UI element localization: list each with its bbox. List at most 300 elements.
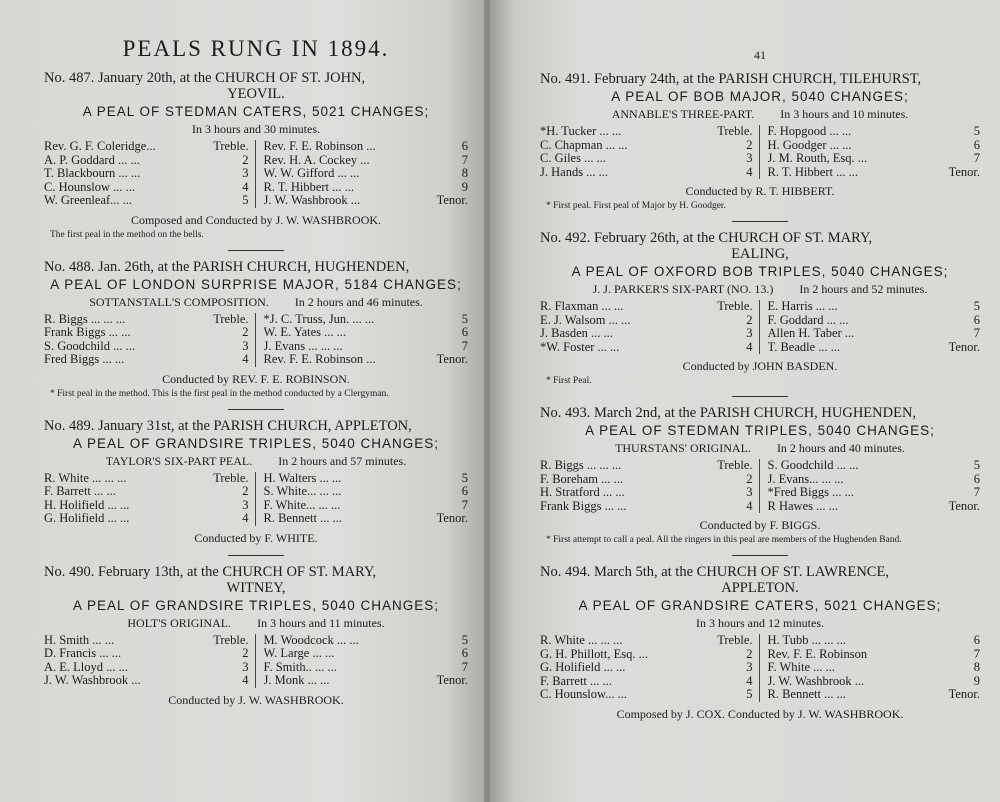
peal-entry xyxy=(540,564,980,722)
ringer-name: R. Bennett ... ... xyxy=(263,512,342,525)
peal-meta xyxy=(540,107,980,122)
ringer-row xyxy=(264,194,469,208)
ringer-row xyxy=(768,634,981,648)
ringers-left-column xyxy=(44,140,256,208)
ringer-row xyxy=(540,634,753,648)
ringer-row xyxy=(264,472,469,486)
ringer-row xyxy=(768,341,981,355)
bell-position: 6 xyxy=(973,633,980,647)
peal-entry xyxy=(44,70,468,241)
peal-heading-line: No. 492. February 26th, at the CHURCH OF ST. MARY, xyxy=(540,230,873,246)
ringers-left-column xyxy=(540,634,760,702)
ringer-row xyxy=(540,661,753,675)
ringer-name: R. White ... ... ... xyxy=(540,634,623,647)
peal-footnote: * First attempt to call a peal. All the ringers in this peal are members of the Hughenden Band. xyxy=(546,535,902,545)
right-page xyxy=(490,0,1000,802)
peal-heading xyxy=(540,405,980,421)
ringer-row xyxy=(768,688,981,702)
ringer-name: C. Hounslow ... ... xyxy=(44,180,135,194)
bell-position: 8 xyxy=(461,166,468,180)
peal-heading-line: No. 490. February 13th, at the CHURCH OF ST. MARY, xyxy=(44,563,377,580)
ringer-name: Rev. H. A. Cockey ... xyxy=(263,153,370,167)
peal-heading-line: No. 494. March 5th, at the CHURCH OF ST. LAWRENCE, xyxy=(540,564,889,580)
ringer-name: J. W. Washbrook ... xyxy=(44,674,141,687)
ringers-table xyxy=(540,634,980,702)
ringer-name: J. Evans... ... ... xyxy=(767,472,844,486)
ringer-row xyxy=(264,326,469,340)
ringers-table xyxy=(540,300,980,354)
peal-duration: In 2 hours and 46 minutes. xyxy=(294,294,423,309)
ringer-row xyxy=(768,661,981,675)
ringer-name: D. Francis ... ... xyxy=(44,647,122,660)
ringer-name: R. T. Hibbert ... ... xyxy=(767,165,859,179)
bell-position: 4 xyxy=(242,352,249,366)
ringers-right-column xyxy=(256,634,469,688)
peal-heading xyxy=(44,259,468,275)
bell-position: Treble. xyxy=(213,311,249,326)
ringer-name: Rev. F. E. Robinson ... xyxy=(263,353,376,366)
ringer-name: R. Biggs ... ... ... xyxy=(540,459,622,472)
ringer-row xyxy=(264,353,469,367)
peal-title: A PEAL OF STEDMAN CATERS, 5021 CHANGES; xyxy=(82,104,430,119)
ringer-row xyxy=(44,353,249,367)
ringer-row xyxy=(44,140,249,154)
ringer-row xyxy=(768,152,981,166)
ringer-row xyxy=(540,459,753,473)
section-divider xyxy=(228,555,284,556)
peal-composition: THURSTANS' ORIGINAL. xyxy=(615,441,751,455)
ringer-name: T. Blackbourn ... ... xyxy=(44,167,141,180)
ringer-name: R. Flaxman ... ... xyxy=(540,300,624,313)
bell-position: 2 xyxy=(242,484,249,498)
bell-position: 2 xyxy=(242,152,249,167)
ringer-name: R. White ... ... ... xyxy=(44,471,127,485)
bell-position: 5 xyxy=(973,458,980,472)
left-page xyxy=(0,0,486,802)
peal-heading-continuation: YEOVIL. xyxy=(227,86,285,102)
bell-position: Tenor. xyxy=(436,673,468,687)
ringer-row xyxy=(540,486,753,500)
peal-entry xyxy=(540,71,980,212)
ringer-name: T. Beadle ... ... xyxy=(767,340,841,354)
bell-position: 5 xyxy=(461,632,468,647)
ringer-name: S. Goodchild ... ... xyxy=(767,459,859,472)
ringers-table xyxy=(44,472,468,526)
ringer-row xyxy=(768,327,981,341)
peal-conductor: Conducted by F. BIGGS. xyxy=(699,518,821,532)
ringer-row xyxy=(768,125,981,139)
bell-position: 4 xyxy=(746,339,753,354)
peal-title: A PEAL OF LONDON SURPRISE MAJOR, 5184 CHANGES; xyxy=(50,276,462,292)
ringer-row xyxy=(540,314,753,328)
section-divider xyxy=(732,396,788,397)
bell-position: 3 xyxy=(242,338,249,353)
bell-position: 5 xyxy=(242,193,249,207)
bell-position: 4 xyxy=(242,673,249,687)
ringers-right-column xyxy=(256,140,469,208)
peal-conductor: Conducted by REV. F. E. ROBINSON. xyxy=(162,371,350,386)
ringer-name: W. W. Gifford ... ... xyxy=(263,167,360,180)
bell-position: 7 xyxy=(461,659,468,674)
ringer-row xyxy=(44,181,249,195)
peal-footnote: * First peal in the method. This is the first peal in the method conducted by a Clergyman. xyxy=(50,388,389,399)
ringers-left-column xyxy=(44,634,256,688)
bell-position: 6 xyxy=(973,312,980,327)
ringer-row xyxy=(264,340,469,354)
ringer-name: W. E. Yates ... ... xyxy=(263,326,347,339)
peal-entry xyxy=(44,564,468,708)
bell-position: Treble. xyxy=(213,632,249,647)
peal-heading-line: No. 493. March 2nd, at the PARISH CHURCH, HUGHENDEN, xyxy=(540,405,917,421)
bell-position: 9 xyxy=(973,673,980,688)
ringer-row xyxy=(540,125,753,139)
ringers-right-column xyxy=(760,125,981,179)
right-peal-list xyxy=(540,71,980,722)
ringer-name: *J. C. Truss, Jun. ... ... xyxy=(263,312,375,326)
bell-position: 6 xyxy=(461,139,468,153)
ringer-row xyxy=(264,661,469,675)
peal-meta xyxy=(44,295,468,310)
ringer-row xyxy=(264,181,469,195)
bell-position: 3 xyxy=(746,660,753,674)
bell-position: 7 xyxy=(973,646,980,661)
peal-footnote: * First peal. First peal of Major by H. Goodger. xyxy=(546,201,726,211)
ringer-name: A. E. Lloyd ... ... xyxy=(44,660,129,674)
peal-entry xyxy=(44,259,468,400)
peal-meta xyxy=(540,441,980,456)
peal-duration: In 3 hours and 11 minutes. xyxy=(257,615,385,630)
ringer-name: R. Biggs ... ... ... xyxy=(44,312,126,326)
bell-position: 6 xyxy=(461,646,468,660)
ringer-row xyxy=(44,167,249,181)
peal-composition: ANNABLE'S THREE-PART. xyxy=(611,107,755,121)
ringer-row xyxy=(44,313,249,327)
section-divider xyxy=(228,409,284,410)
peal-heading xyxy=(540,71,980,87)
section-divider xyxy=(732,555,788,556)
peal-title: A PEAL OF GRANDSIRE TRIPLES, 5040 CHANGES; xyxy=(72,597,440,613)
ringer-name: G. Holifield ... ... xyxy=(44,512,130,525)
ringer-row xyxy=(264,154,469,168)
peal-heading-continuation: APPLETON. xyxy=(721,580,799,596)
bell-position: Tenor. xyxy=(948,339,980,354)
bell-position: Tenor. xyxy=(948,687,980,701)
bell-position: 4 xyxy=(746,673,753,688)
bell-position: Tenor. xyxy=(436,193,468,207)
bell-position: 2 xyxy=(242,646,249,660)
peal-heading xyxy=(540,564,980,596)
ringer-name: H. Tubb ... ... ... xyxy=(767,634,846,647)
ringer-name: A. P. Goddard ... ... xyxy=(44,153,140,167)
ringer-row xyxy=(44,512,249,526)
ringer-name: S. White... ... ... xyxy=(263,485,342,498)
peal-title: A PEAL OF OXFORD BOB TRIPLES, 5040 CHANGES; xyxy=(571,264,949,279)
ringer-name: F. White ... ... xyxy=(767,661,836,674)
peal-meta xyxy=(44,122,468,137)
ringer-row xyxy=(540,166,753,180)
peal-title: A PEAL OF GRANDSIRE TRIPLES, 5040 CHANGES; xyxy=(72,435,440,451)
section-divider xyxy=(732,221,788,222)
ringer-row xyxy=(540,648,753,662)
peal-entry xyxy=(540,230,980,387)
peal-footnote: The first peal in the method on the bells. xyxy=(50,229,204,240)
ringer-name: F. Barrett ... ... xyxy=(44,485,116,498)
ringers-left-column xyxy=(540,300,760,354)
bell-position: 3 xyxy=(746,326,753,340)
bell-position: 9 xyxy=(461,179,468,194)
ringer-name: F. Barrett ... ... xyxy=(540,674,612,688)
peal-heading-continuation: WITNEY, xyxy=(226,579,286,596)
bell-position: 5 xyxy=(461,311,468,326)
bell-position: 2 xyxy=(242,325,249,339)
ringer-row xyxy=(44,634,249,648)
bell-position: Tenor. xyxy=(436,352,468,366)
ringers-table xyxy=(540,459,980,513)
ringer-row xyxy=(264,674,469,688)
ringer-row xyxy=(264,634,469,648)
ringer-name: H. Stratford ... ... xyxy=(540,486,625,499)
ringer-row xyxy=(264,647,469,661)
ringers-left-column xyxy=(540,459,760,513)
ringer-row xyxy=(44,485,249,499)
bell-position: Tenor. xyxy=(436,511,468,525)
ringers-table xyxy=(540,125,980,179)
bell-position: 6 xyxy=(973,471,980,486)
peal-duration: In 3 hours and 10 minutes. xyxy=(780,107,909,121)
ringers-table xyxy=(44,313,468,367)
peal-entry xyxy=(44,418,468,546)
ringer-name: Rev. F. E. Robinson ... xyxy=(263,140,376,153)
ringer-row xyxy=(540,139,753,153)
ringers-right-column xyxy=(256,472,469,526)
peal-composition: J. J. PARKER'S SIX-PART (NO. 13.) xyxy=(592,282,774,296)
ringer-row xyxy=(44,661,249,675)
peal-heading-line: No. 487. January 20th, at the CHURCH OF ST. JOHN, xyxy=(44,70,366,86)
ringer-name: R Hawes ... ... xyxy=(767,499,838,513)
ringer-name: J. Basden ... ... xyxy=(540,327,613,340)
ringer-row xyxy=(768,139,981,153)
ringers-right-column xyxy=(760,300,981,354)
bell-position: Tenor. xyxy=(948,164,980,179)
ringer-row xyxy=(768,675,981,689)
bell-position: 3 xyxy=(242,497,249,512)
bell-position: 4 xyxy=(746,164,753,179)
bell-position: 2 xyxy=(746,137,753,152)
ringer-row xyxy=(264,313,469,327)
peal-duration: In 2 hours and 52 minutes. xyxy=(799,282,928,296)
peal-heading xyxy=(44,564,468,596)
ringer-row xyxy=(44,194,249,208)
bell-position: 5 xyxy=(973,299,980,313)
ringer-row xyxy=(264,485,469,499)
ringer-name: J. W. Washbrook ... xyxy=(263,194,361,207)
ringer-name: Fred Biggs ... ... xyxy=(44,353,125,366)
ringer-name: W. Large ... ... xyxy=(263,647,335,660)
peal-title: A PEAL OF STEDMAN TRIPLES, 5040 CHANGES; xyxy=(585,423,935,438)
ringer-row xyxy=(264,140,469,154)
bell-position: Tenor. xyxy=(948,498,980,513)
bell-position: 8 xyxy=(973,660,980,674)
bell-position: 5 xyxy=(461,470,468,485)
ringer-name: H. Walters ... ... xyxy=(263,471,342,485)
ringer-row xyxy=(768,459,981,473)
ringers-right-column xyxy=(256,313,469,367)
ringer-name: C. Hounslow... ... xyxy=(540,688,628,701)
ringer-name: F. Goddard ... ... xyxy=(767,313,849,327)
ringer-row xyxy=(540,152,753,166)
ringers-table xyxy=(44,634,468,688)
peal-heading-line: No. 491. February 24th, at the PARISH CHURCH, TILEHURST, xyxy=(540,71,922,87)
ringer-row xyxy=(44,154,249,168)
ringer-row xyxy=(768,166,981,180)
peal-conductor: Composed and Conducted by J. W. WASHBROOK. xyxy=(130,212,382,227)
bell-position: 2 xyxy=(746,471,753,486)
ringer-row xyxy=(44,674,249,688)
peal-duration: In 2 hours and 40 minutes. xyxy=(776,441,905,455)
ringer-row xyxy=(44,326,249,340)
ringer-name: G. Holifield ... ... xyxy=(540,661,626,674)
ringer-row xyxy=(264,167,469,181)
peal-composition: HOLT'S ORIGINAL. xyxy=(127,615,232,630)
peal-composition: SOTTANSTALL'S COMPOSITION. xyxy=(89,294,269,309)
ringers-left-column xyxy=(540,125,760,179)
ringer-name: J. W. Washbrook ... xyxy=(767,674,865,688)
ringer-row xyxy=(540,675,753,689)
peal-heading-line: No. 489. January 31st, at the PARISH CHURCH, APPLETON, xyxy=(44,417,412,434)
ringer-name: E. Harris ... ... xyxy=(767,300,838,313)
bell-position: 3 xyxy=(242,659,249,674)
peal-conductor: Conducted by JOHN BASDEN. xyxy=(682,359,838,373)
peal-conductor: Conducted by R. T. HIBBERT. xyxy=(685,184,835,198)
peal-meta xyxy=(540,282,980,297)
ringer-name: R. Bennett ... ... xyxy=(767,688,846,701)
ringers-table xyxy=(44,140,468,208)
ringer-name: Allen H. Taber ... xyxy=(767,327,855,340)
bell-position: 5 xyxy=(746,687,753,701)
ringer-name: J. M. Routh, Esq. ... xyxy=(767,152,868,165)
ringer-row xyxy=(540,300,753,314)
ringer-name: Frank Biggs ... ... xyxy=(44,326,131,339)
bell-position: 7 xyxy=(973,485,980,499)
ringer-row xyxy=(768,314,981,328)
peal-composition: TAYLOR'S SIX-PART PEAL. xyxy=(105,453,253,468)
bell-position: 4 xyxy=(242,511,249,525)
bell-position: 3 xyxy=(242,166,249,180)
bell-position: Treble. xyxy=(717,299,753,313)
ringer-row xyxy=(540,688,753,702)
ringer-row xyxy=(44,499,249,513)
ringer-name: J. Evans ... ... ... xyxy=(263,339,343,353)
ringer-name: F. Boreham ... ... xyxy=(540,472,624,486)
ringer-row xyxy=(768,500,981,514)
peal-meta xyxy=(540,616,980,631)
bell-position: Treble. xyxy=(213,470,249,485)
ringer-name: *H. Tucker ... ... xyxy=(540,125,622,138)
left-peal-list xyxy=(44,70,468,708)
ringer-name: J. Monk ... ... xyxy=(263,674,330,687)
bell-position: 7 xyxy=(461,497,468,512)
section-divider xyxy=(228,250,284,251)
peal-heading-line: No. 488. Jan. 26th, at the PARISH CHURCH, HUGHENDEN, xyxy=(44,258,410,275)
peal-conductor: Composed by J. COX. Conducted by J. W. WASHBROOK. xyxy=(616,706,904,721)
ringer-row xyxy=(44,472,249,486)
bell-position: 3 xyxy=(746,151,753,165)
peal-conductor: Conducted by J. W. WASHBROOK. xyxy=(168,692,344,707)
bell-position: Treble. xyxy=(717,633,753,647)
ringer-name: *Fred Biggs ... ... xyxy=(767,486,854,499)
ringer-row xyxy=(768,486,981,500)
ringer-name: *W. Foster ... ... xyxy=(540,340,620,354)
ringer-name: M. Woodcock ... ... xyxy=(263,633,359,647)
ringer-row xyxy=(264,512,469,526)
bell-position: 7 xyxy=(973,151,980,165)
ringer-name: F. White... ... ... xyxy=(263,498,341,512)
ringer-row xyxy=(540,473,753,487)
peal-heading xyxy=(44,418,468,434)
ringers-right-column xyxy=(760,459,981,513)
bell-position: Treble. xyxy=(717,458,753,472)
peal-duration: In 3 hours and 12 minutes. xyxy=(696,616,824,630)
ringer-name: Frank Biggs ... ... xyxy=(540,499,627,513)
ringer-name: F. Hopgood ... ... xyxy=(767,125,852,138)
bell-position: Treble. xyxy=(213,139,249,153)
bell-position: 5 xyxy=(973,124,980,138)
ringer-name: F. Smith.. ... ... xyxy=(263,660,337,674)
ringer-row xyxy=(44,340,249,354)
peal-heading-continuation: EALING, xyxy=(731,246,789,262)
ringer-name: J. Hands ... ... xyxy=(540,165,609,179)
peal-heading xyxy=(540,230,980,262)
ringer-row xyxy=(768,473,981,487)
peal-conductor: Conducted by F. WHITE. xyxy=(194,530,318,545)
ringer-row xyxy=(540,327,753,341)
ringer-name: Rev. G. F. Coleridge... xyxy=(44,140,156,153)
peal-title: A PEAL OF BOB MAJOR, 5040 CHANGES; xyxy=(611,89,909,104)
bell-position: 4 xyxy=(242,179,249,194)
bell-position: Treble. xyxy=(717,124,753,138)
bell-position: 4 xyxy=(746,498,753,513)
ringer-name: W. Greenleaf... ... xyxy=(44,194,133,207)
bell-position: 7 xyxy=(973,326,980,340)
bell-position: 7 xyxy=(461,338,468,353)
ringers-left-column xyxy=(44,472,256,526)
peal-duration: In 2 hours and 57 minutes. xyxy=(278,453,407,468)
ringer-row xyxy=(768,648,981,662)
peal-meta xyxy=(44,454,468,469)
peal-footnote: * First Peal. xyxy=(546,376,592,386)
peal-meta xyxy=(44,616,468,631)
ringer-name: E. J. Walsom ... ... xyxy=(540,313,631,327)
bell-position: 3 xyxy=(746,485,753,499)
ringer-name: C. Chapman ... ... xyxy=(540,138,628,152)
peal-duration: In 3 hours and 30 minutes. xyxy=(192,122,320,136)
bell-position: 7 xyxy=(461,152,468,167)
peal-entry xyxy=(540,405,980,546)
ringer-name: H. Smith ... ... xyxy=(44,633,115,647)
page-title: PEALS RUNG IN 1894. xyxy=(122,36,390,61)
ringer-name: S. Goodchild ... ... xyxy=(44,339,135,353)
ringer-row xyxy=(540,500,753,514)
ringer-name: H. Goodger ... ... xyxy=(767,138,852,152)
bell-position: 6 xyxy=(461,484,468,498)
ringer-row xyxy=(44,647,249,661)
ringer-row xyxy=(768,300,981,314)
ringer-name: Rev. F. E. Robinson xyxy=(767,647,868,661)
ringers-left-column xyxy=(44,313,256,367)
ringer-name: H. Holifield ... ... xyxy=(44,498,130,512)
ringer-name: G. H. Phillott, Esq. ... xyxy=(540,647,648,661)
ringer-row xyxy=(540,341,753,355)
